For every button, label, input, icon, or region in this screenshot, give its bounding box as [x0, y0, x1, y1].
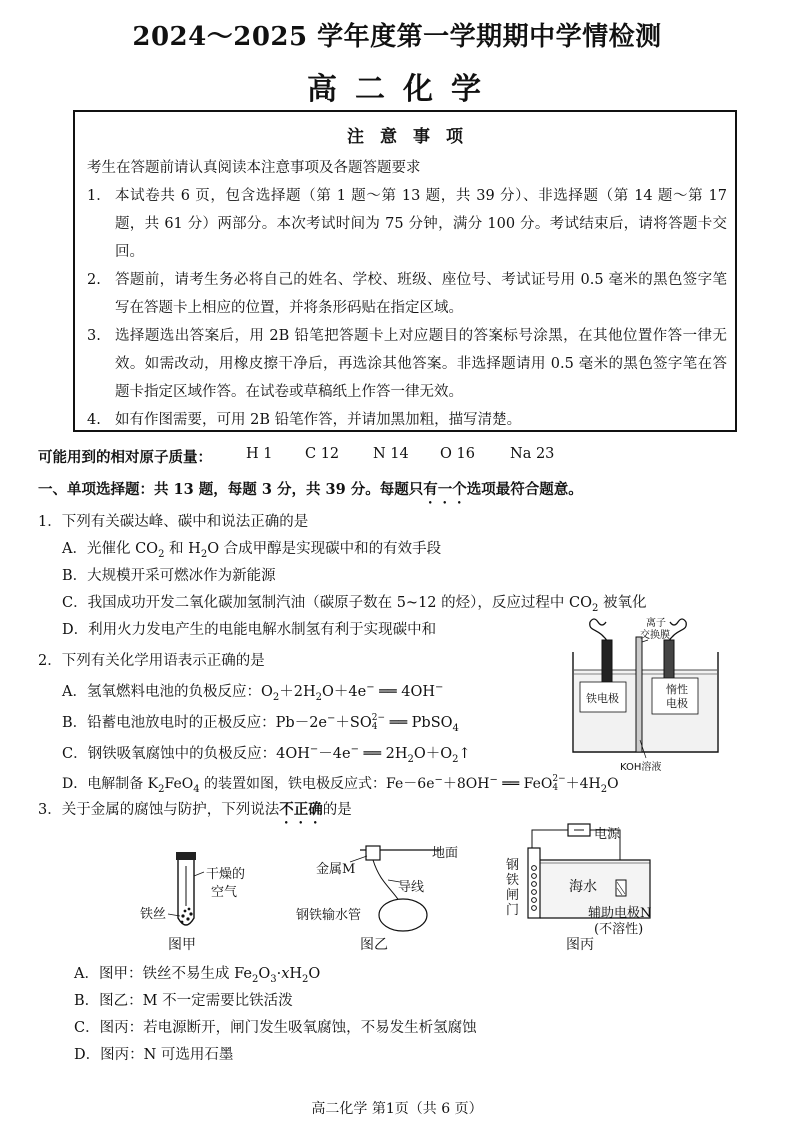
atomic-mass-line	[38, 446, 212, 467]
notice-item-3	[87, 322, 727, 406]
ion-exchange-membrane	[636, 637, 642, 752]
insoluble-label: (不溶性)	[594, 922, 644, 937]
notice-item-text: 本试卷共 6 页，包含选择题（第 1 题～第 13 题，共 39 分）、非选择题（第 14 题～第 17 题，共 61 分）两部分。本次考试时间为 75 分钟，满分 100 分。考试结束后，请将答题卡交回。	[115, 188, 727, 260]
notice-item-number: 3.	[87, 328, 101, 344]
figure-bing-caption: 图丙	[566, 937, 594, 953]
gate-label: 钢铁闸门	[506, 858, 520, 918]
q1-option-b: B．大规模开采可燃冰作为新能源	[62, 568, 276, 584]
q2-option-c: C．钢铁吸氧腐蚀中的负极反应：4OH−－4e− ══ $2H_2O+O_2↑$	[62, 744, 471, 765]
steel-pipe-icon	[379, 899, 427, 931]
q1-option-c: C．我国成功开发二氧化碳加氢制汽油（碳原子数在 5~12 的烃），反应过程中 $CO_2$ 被氧化	[62, 595, 647, 614]
power-wire-left	[532, 830, 568, 850]
notice-item-text: 答题前，请考生务必将自己的姓名、学校、班级、座位号、考试证号用 0.5 毫米的黑色签字笔写在答题卡上相应的位置，并将条形码贴在指定区域。	[115, 272, 727, 316]
dotted-emphasis: 有一个	[423, 481, 467, 498]
q1-stem: 1．下列有关碳达峰、碳中和说法正确的是	[38, 514, 309, 530]
atomic-mass-o: O 16	[440, 446, 475, 462]
notice-item-text: 选择题选出答案后，用 2B 铅笔把答题卡上对应题目的答案标号涂黑，在其他位置作答一律无效。如需改动，用橡皮擦干净后，再选涂其他答案。非选择题请用 0.5 毫米的黑色签字笔在答题卡指定区域作答。在试卷或草稿纸上作答一律无效。	[115, 328, 727, 400]
notice-intro: 考生在答题前请认真阅读本注意事项及各题答题要求	[87, 160, 421, 176]
notice-box	[73, 110, 737, 432]
q3-option-b: B．图乙：M 不一定需要比铁活泼	[74, 993, 293, 1009]
q2-option-a: A．氢氧燃料电池的负极反应：$O_2+2H_2O+4e^-$ ══ 4OH−	[62, 682, 444, 703]
iron-wire-label: 铁丝	[140, 907, 167, 922]
notice-item-number: 2.	[87, 272, 101, 288]
figure-yi-pipe	[290, 832, 490, 942]
membrane-label-1: 离子	[646, 618, 666, 629]
inert-electrode-label-2: 电极	[666, 697, 688, 710]
q3-option-c: C．图丙：若电源断开，闸门发生吸氧腐蚀，不易发生析氢腐蚀	[74, 1020, 477, 1036]
pipe-label: 钢铁输水管	[296, 908, 362, 923]
exam-title: 2024～2025 学年度第一学期期中学情检测	[132, 22, 662, 52]
seawater-label: 海水	[569, 879, 597, 895]
figure-yi-caption: 图乙	[360, 937, 388, 953]
notice-item-number: 4.	[87, 412, 101, 428]
q2-stem: 2．下列有关化学用语表示正确的是	[38, 653, 265, 669]
dotted-emphasis: 不正确	[279, 801, 323, 818]
notice-title: 注意事项	[347, 127, 479, 147]
metal-m-block	[366, 846, 380, 860]
atomic-mass-n: N 14	[373, 446, 409, 462]
q3-option-d: D．图丙：N 可选用石墨	[74, 1047, 234, 1063]
dry-air-label-2: 空气	[211, 885, 238, 900]
atomic-mass-na: Na 23	[510, 446, 555, 462]
q3-option-a: A．图甲：铁丝不易生成 $Fe_2O_3\cdot xH_2O$	[74, 966, 321, 985]
iron-electrode-label: 铁电极	[586, 692, 619, 705]
dry-air-label-1: 干燥的	[206, 867, 246, 882]
koh-label: KOH溶液	[620, 762, 662, 773]
stopper-icon	[176, 852, 196, 860]
membrane-label-2: 交换膜	[640, 630, 670, 641]
notice-item-1	[87, 182, 727, 266]
ground-label: 地面	[432, 846, 459, 861]
section-heading: 一、单项选择题：共 13 题，每题 3 分，共 39 分。每题只有一个选项最符合题意。	[38, 481, 583, 498]
right-wire-icon	[668, 619, 686, 642]
figure-jia-caption: 图甲	[168, 937, 196, 953]
inert-electrode-label-1: 惰性	[666, 683, 688, 696]
notice-item-text: 如有作图需要，可用 2B 铅笔作答，并请加黑加粗，描写清楚。	[115, 412, 522, 428]
subject-title: 高二化学	[307, 72, 499, 107]
auxiliary-electrode-label: 辅助电极N	[588, 906, 652, 921]
notice-item-2	[87, 266, 727, 322]
atomic-mass-h: H 1	[246, 446, 273, 462]
notice-item-number: 1．	[87, 188, 111, 204]
q1-option-d: D．利用火力发电产生的电能电解水制氢有利于实现碳中和	[62, 622, 437, 638]
q2-option-d: D．电解制备 $K_2FeO_4$ 的装置如图，铁电极反应式：Fe－6e−＋8OH− ══ FeO 2− 4 $+4H_2O$	[62, 774, 619, 795]
page-footer: 高二化学 第1页（共 6 页）	[311, 1101, 483, 1117]
left-wire-icon	[590, 619, 608, 642]
atomic-mass-label: 可能用到的相对原子质量：	[38, 449, 212, 466]
metal-m-label: 金属M	[316, 862, 356, 877]
power-label: 电源	[594, 827, 621, 842]
q3-stem: 3．关于金属的腐蚀与防护，下列说法不正确的是	[38, 801, 352, 818]
steel-gate-icon	[528, 848, 540, 918]
notice-item-4	[87, 406, 727, 434]
wire-label: 导线	[398, 880, 425, 895]
q1-option-a: A．光催化 $CO_2$ 和 $H_2O$ 合成甲醇是实现碳中和的有效手段	[62, 541, 442, 560]
atomic-mass-c: C 12	[305, 446, 340, 462]
electrolysis-cell-diagram	[568, 612, 738, 772]
q2-option-b: B．铅蓄电池放电时的正极反应：Pb－2e−＋SO 2− 4 ══ PbSO$_4$	[62, 713, 459, 734]
